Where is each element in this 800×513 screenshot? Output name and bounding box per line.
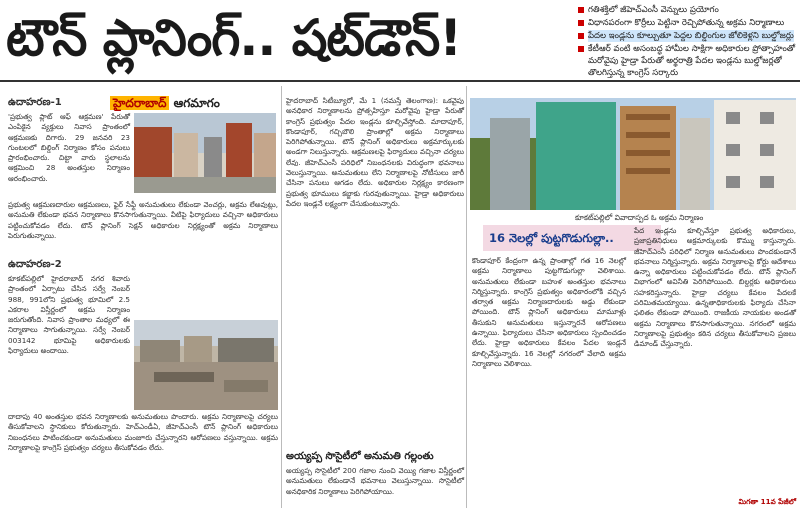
construction-photo bbox=[470, 98, 796, 210]
example-2-side-text: కూకట్‌పల్లిలో హైదరాబాద్ నగర శివారు ప్రాంతంలో ఏర్పాటు చేసిన సర్వే నెంబర్ 988, 991లోని ప్రభుత్వ భూమిలో 2.5 ఎకరాల విస్తీర్ణంలో అక్రమ నిర్మాణం జరుగుతోంది. నివాస ప్రాంతాల మధ్యలో ఈ నిర్మాణాలు సాగుతున్నాయి. సర్వే నెంబర్ 003142 భూమిపై అధికారులకు ఫిర్యాదులు అందాయి. bbox=[8, 274, 130, 356]
bullet-1: గతిశక్తిలో జీహెచ్‌ఎంసీ వెన్నులు ప్రయోగం bbox=[578, 4, 796, 16]
article-intro: హైదరాబాద్ సిటీబ్యూరో, మే 1 (నమస్తే తెలంగాణ): ఒకవైపు అనధికార నిర్మాణాలను ప్రోత్సహిస్తూ మరోవైపు హైడ్రా పేరుతో కాంగ్రెస్ ప్రభుత్వం పేదల ఇండ్లను కూల్చివేస్తోంది. మాదాపూర్, కొండాపూర్, గచ్చిబౌలి ప్రాంతాల్లో అక్రమ నిర్మాణాలు పెరిగిపోతున్నాయి. టౌన్ ప్లానింగ్ అధికారులు అక్రమార్కులకు అండగా నిలుస్తున్నారు. ఆక్రమణలపై ఫిర్యాదులు వచ్చినా చర్యలు లేవు. జీహెచ్‌ఎంసీ పరిధిలో నిబంధనలకు విరుద్ధంగా భవనాలు వెలుస్తున్నాయి. అనుమతులు లేని నిర్మాణాలపై నోటీసులు జారీ చేసినా పనులు ఆగడం లేదు. అధికారుల నిర్లక్ష్యం కారణంగా ప్రభుత్వ భూములు కబ్జాకు గురవుతున్నాయి. హైడ్రా అధికారులు పేదల ఇండ్లనే లక్ష్యంగా చేసుకుంటున్నారు. bbox=[286, 96, 464, 208]
subhead-ayyappa-society: అయ్యప్ప సొసైటీలో అనుమతి గల్లంతు bbox=[286, 451, 434, 462]
example-1-side-text: 'ప్రభుత్వ ప్లాట్ ఆఫ్ ఆక్రమణ' పేరుతో ఎంపికైన వ్యక్తులు నివాస ప్రాంతంలో ఆక్రమణకు దిగారు. 29 జనవరి 23 గుంటలలో బిల్డింగ్ నిర్మాణం కోసం పనులు ప్రారంభించారు. చిట్టా వారు స్థలాలను ఆక్రమించి 28 అంతస్తుల నిర్మాణం ఆరంభించారు. bbox=[8, 112, 130, 183]
bullet-2: విధానపరంగా కొర్రీలు పెట్టినా రెచ్చిపోతున్న అక్రమ నిర్మాణాలు bbox=[578, 17, 796, 29]
continued-on-page: మిగతా 11వ పేజీలో bbox=[738, 497, 796, 506]
subhead-16-months: 16 నెలల్లో పుట్టగొడుగుల్లా.. bbox=[483, 225, 661, 251]
page-headline: టౌన్ ప్లానింగ్.. షట్‌డౌన్! bbox=[6, 9, 462, 67]
bullet-4: కేటీఆర్ వంటి అసంబద్ధ హామీల సాక్షిగా అధికారుల ప్రోత్సాహంతో మరోవైపు హైడ్రా పేరుతో అర్థరాత్రి పేదల ఇండ్లను బుల్డోజర్లతో తొలగిస్తున్న కాంగ్రెస్ సర్కారు bbox=[578, 43, 796, 68]
bullet-square-icon bbox=[578, 46, 584, 52]
header-rule bbox=[0, 80, 800, 82]
city-label: హైదరాబాద్ bbox=[110, 96, 169, 110]
bullet-square-icon bbox=[578, 7, 584, 13]
column-divider bbox=[466, 86, 467, 508]
bullet-3: పేదల ఇండ్లను కూల్చుతూ పెద్దల బిల్డింగుల జోలికెళ్లని బుల్డోజర్లు bbox=[578, 30, 796, 42]
bullet-square-icon bbox=[578, 20, 584, 26]
example-1-photo bbox=[134, 113, 276, 193]
example-1-label: ఉదాహరణ-1 bbox=[8, 97, 62, 108]
ayyappa-society-text: అయ్యప్ప సొసైటీలో 200 గజాల నుంచి వెయ్యి గజాల విస్తీర్ణంలో అనుమతులు లేకుండానే భవనాలు వెలుస్తున్నాయి. సొసైటీలో అనధికారిక నిర్మాణాలు పెరిగిపోయాయి. bbox=[286, 466, 464, 496]
bullet-square-icon bbox=[578, 33, 584, 39]
example-2-body: దాదాపు 40 అంతస్తుల భవన నిర్మాణాలకు అనుమతులు పొందారు. అక్రమ నిర్మాణాలపై చర్యలు తీసుకోవాలని స్థానికులు కోరుతున్నారు. హెచ్‌ఎండీఏ, జీహెచ్‌ఎంసీ టౌన్ ప్లానింగ్ అధికారులు నిబంధనలు పాటించకుండా అనుమతులు మంజూరు చేస్తున్నారని ఆరోపణలు వస్తున్నాయి. అక్రమ నిర్మాణాలపై కాంగ్రెస్ ప్రభుత్వం చర్యలు తీసుకోవడం లేదు. bbox=[8, 412, 278, 452]
headline-bullets bbox=[578, 4, 796, 78]
section-16-months-text: కొండాపూర్ కేంద్రంగా ఉన్న ప్రాంతాల్లో గత 16 నెలల్లో అక్రమ నిర్మాణాలు పుట్టగొడుగుల్లా వెలిశాయి. అనుమతులు లేకుండా బహుళ అంతస్తుల భవనాలు నిర్మిస్తున్నారు. కాంగ్రెస్ ప్రభుత్వం అధికారంలోకి వచ్చిన తర్వాత అక్రమ నిర్మాణదారులకు అడ్డు లేకుండా పోయింది. టౌన్ ప్లానింగ్ అధికారులు మామూళ్లు తీసుకుని అనుమతులు ఇస్తున్నారనే ఆరోపణలు ఉన్నాయి. ఫిర్యాదులు చేసినా అధికారులు స్పందించడం లేదు. హైడ్రా అధికారులు కేవలం పేదల ఇండ్లనే కూల్చివేస్తున్నారు. 16 నెలల్లో నగరంలో వేలాది అక్రమ నిర్మాణాలు వెలిశాయి. bbox=[472, 256, 626, 368]
example-2-label: ఉదాహరణ-2 bbox=[8, 259, 62, 270]
right-column-text: పేద ఇండ్లను కూల్చివేస్తూ ప్రభుత్వ అధికారులు, ప్రజాప్రతినిధులు అక్రమార్కులకు కొమ్ము కాస్తున్నారు. జీహెచ్‌ఎంసీ పరిధిలో నిర్మాణ అనుమతులు పొందకుండానే భవనాలు నిర్మిస్తున్నారు. అక్రమ నిర్మాణాలపై కోర్టు ఆదేశాలు ఉన్నా అధికారులు పట్టించుకోవడం లేదు. టౌన్ ప్లానింగ్ విభాగంలో అవినీతి పెరిగిపోయింది. బిల్డర్లకు అధికారులు సహకరిస్తున్నారు. హైడ్రా చర్యలు కేవలం పేదలకే పరిమితమయ్యాయి. ఉన్నతాధికారులకు ఫిర్యాదు చేసినా ఫలితం లేకుండా పోయింది. రాజకీయ నాయకుల అండతో అక్రమ నిర్మాణాలు కొనసాగుతున్నాయి. నగరంలో అక్రమ నిర్మాణాలపై ప్రభుత్వం కఠిన చర్యలు తీసుకోవాలని ప్రజలు డిమాండ్ చేస్తున్నారు. bbox=[634, 226, 796, 349]
section-city-banner bbox=[110, 96, 220, 113]
city-suffix: ఆగమాగం bbox=[169, 96, 220, 110]
photo-caption: కూకట్‌పల్లిలో వివాదాస్పద ఓ అక్రమ నిర్మాణం bbox=[575, 213, 704, 222]
example-2-photo bbox=[134, 320, 278, 410]
example-1-body: ప్రభుత్వ ఆక్రమణదారుల ఆక్రమణలు, ఫైర్ సేఫ్టీ అనుమతులు లేకుండా వెంచర్లు, అక్రమ లేఅవుట్లు, అనుమతి లేకుండా భవన నిర్మాణాలు కొనసాగుతున్నాయి. వీటిపై ఫిర్యాదులు వచ్చినా అధికారులు పట్టించుకోవడం లేదు. టౌన్ ప్లానింగ్ సెక్షన్ అధికారుల నిర్లక్ష్యంతో అక్రమ నిర్మాణాలు పెరుగుతున్నాయి. bbox=[8, 200, 278, 240]
column-divider bbox=[281, 86, 282, 508]
